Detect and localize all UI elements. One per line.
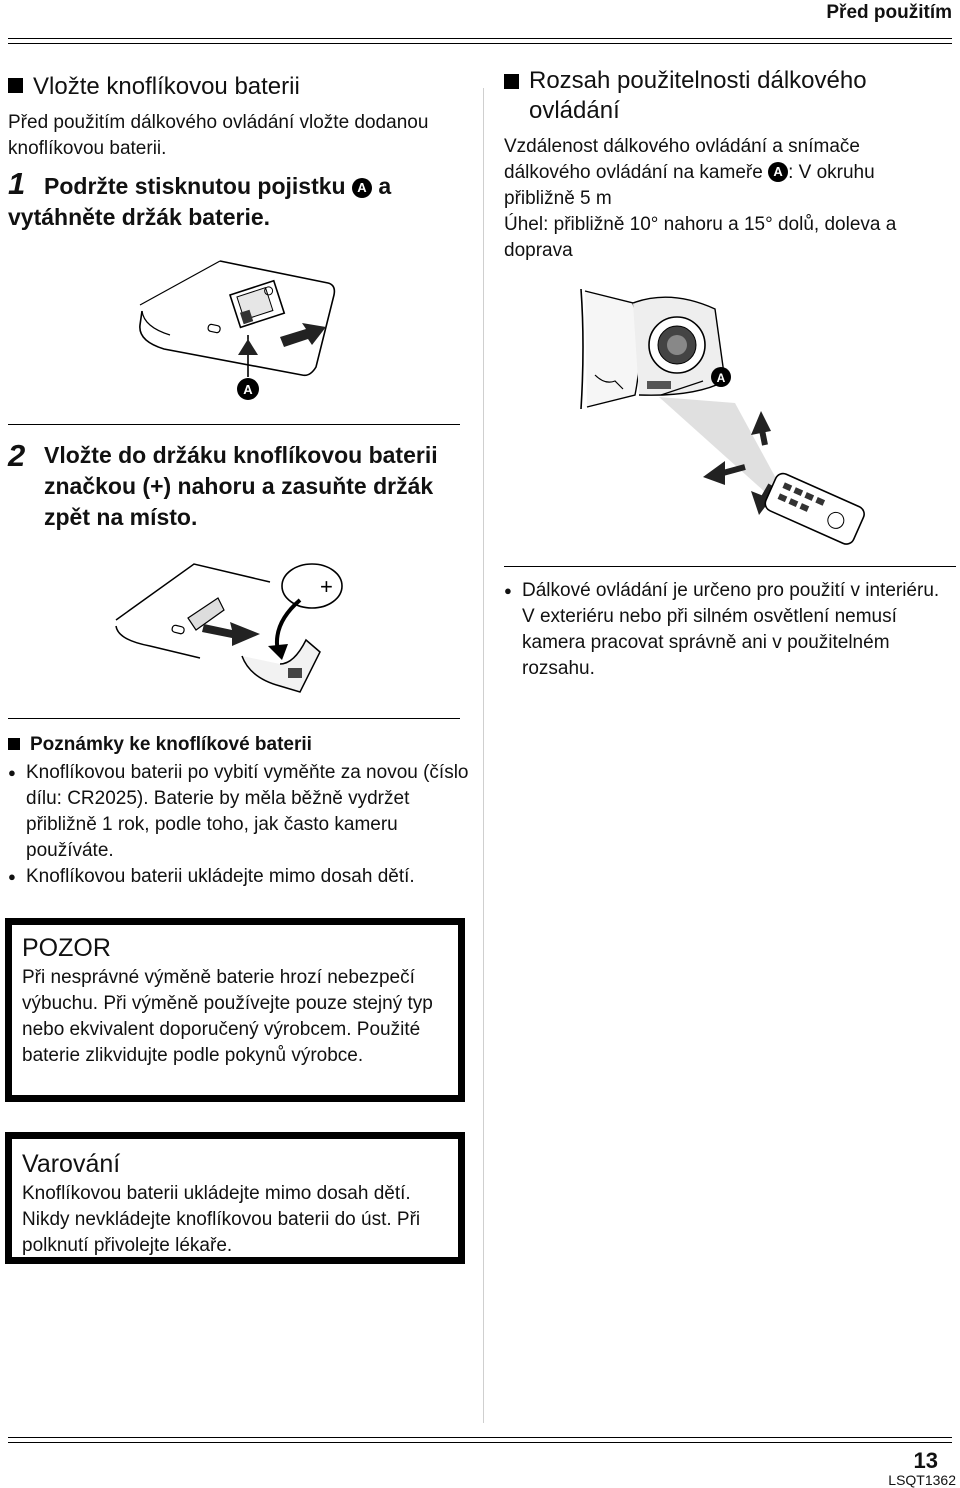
caution-box: [5, 918, 465, 1102]
warning-text: Knoflíkovou baterii ukládejte mimo dosah dětí. Nikdy nevkládejte knoflíkovou baterii do úst. Při polknutí přivolejte lékaře.: [22, 1183, 421, 1256]
footer-rule: [8, 1437, 952, 1443]
range-description: Vzdálenost dálkového ovládání a snímače dálkového ovládání na kameře A : V okruhu přibližně 5 m: [504, 136, 875, 209]
battery-plus-sign: +: [320, 574, 333, 599]
section-title-remote-range: Rozsah použitelnosti dálkového ovládání: [504, 66, 954, 126]
section-intro: Před použitím dálkového ovládání vložte dodanou knoflíkovou baterii.: [8, 112, 429, 159]
caution-title: POZOR: [22, 934, 111, 962]
warning-title: Varování: [22, 1150, 121, 1178]
list-item: ● Knoflíkovou baterii ukládejte mimo dosah dětí.: [8, 864, 470, 890]
bullets-rule: [504, 566, 956, 567]
section-title-button-battery: Vložte knoflíkovou baterii: [8, 72, 468, 102]
camera-remote-range-figure: [575, 285, 875, 555]
square-bullet-icon: [8, 78, 23, 93]
caution-text: Při nesprávné výměně baterie hrozí nebezpečí výbuchu. Při výměně používejte pouze stejný typ nebo ekvivalent doporučený výrobcem. Použité baterie zlikvidujte podle pokynů výrobce.: [22, 967, 433, 1066]
square-bullet-icon: [8, 738, 20, 750]
notes-title: Poznámky ke knoflíkové baterii: [8, 732, 468, 758]
list-item: ● Dálkové ovládání je určeno pro použití v interiéru. V exteriéru nebo při silném osvětlení nemusí kamera pracovat správně ani v použitelném rozsahu.: [504, 578, 954, 682]
section-rule: [8, 424, 460, 425]
step-2: 2 Vložte do držáku knoflíkovou baterii značkou (+) nahoru a zasuňte držák zpět na místo.: [8, 438, 438, 530]
range-angle: Úhel: přibližně 10° nahoru a 15° dolů, doleva a doprava: [504, 214, 897, 261]
marker-a-icon: A: [352, 178, 372, 198]
figure-label-a: A: [716, 371, 726, 385]
column-divider: [483, 88, 484, 1423]
usage-notes-list: [504, 578, 954, 682]
list-item: ● Knoflíkovou baterii po vybití vyměňte za novou (číslo dílu: CR2025). Baterie by měla běžně vydržet přibližně 1 rok, podle toho, jak často kameru používáte.: [8, 760, 470, 864]
remote-battery-holder-figure: [130, 255, 340, 405]
figure-label-a: A: [243, 382, 253, 397]
document-code: LSQT1362: [888, 1472, 956, 1488]
notes-list: [8, 760, 470, 890]
square-bullet-icon: [504, 74, 519, 89]
notes-rule: [8, 718, 460, 719]
step-1: 1 Podržte stisknutou pojistku A a vytáhněte držák baterie.: [8, 166, 392, 230]
page-header-title: Před použitím: [826, 2, 952, 23]
warning-box: [5, 1132, 465, 1264]
page-number: 13: [913, 1448, 938, 1473]
header-rule: [8, 38, 952, 44]
marker-a-icon: A: [768, 162, 788, 182]
battery-insert-figure: [110, 560, 350, 700]
